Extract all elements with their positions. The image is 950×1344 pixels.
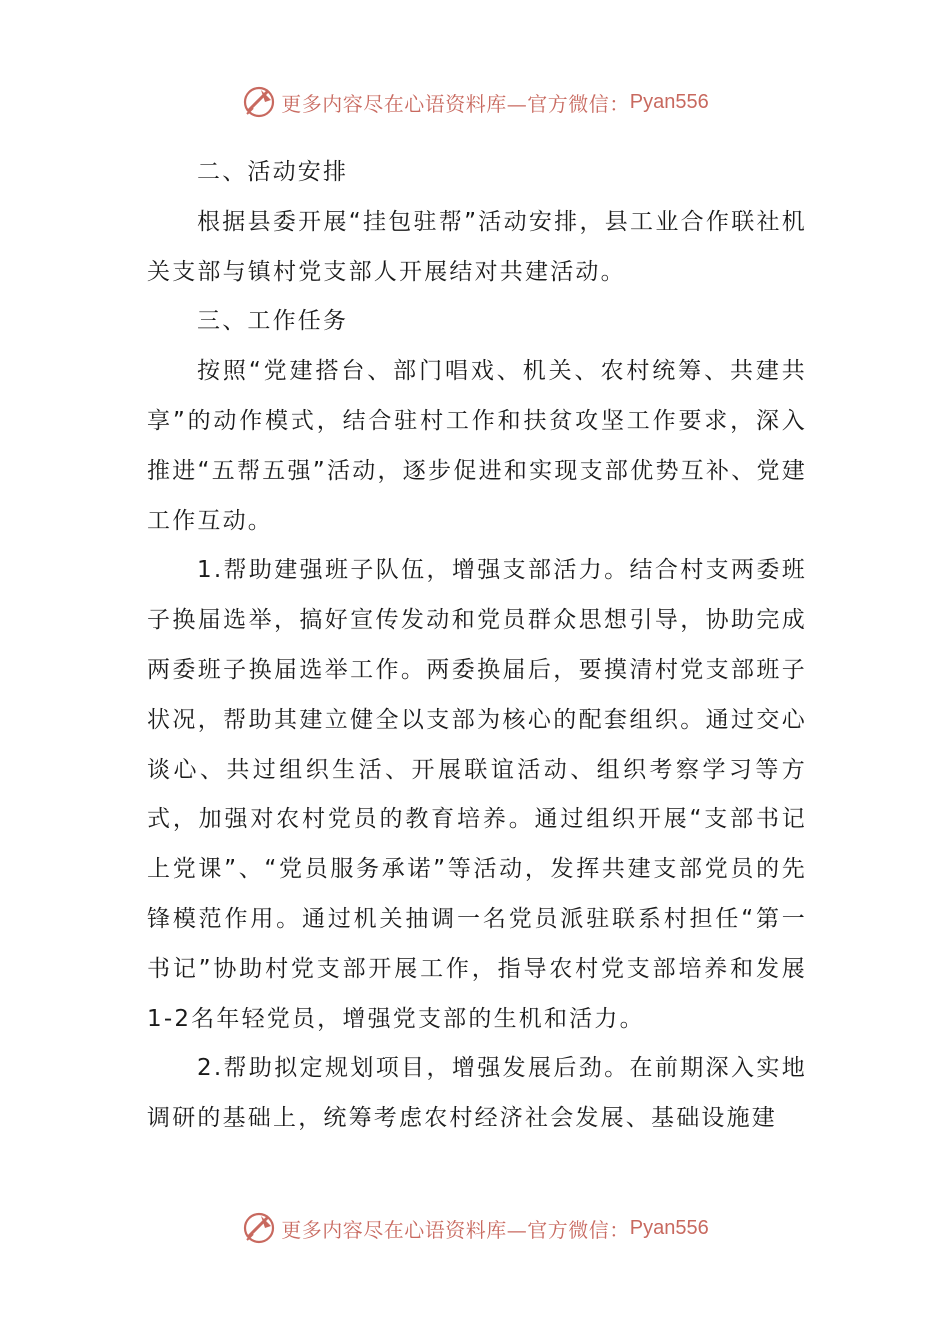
paragraph: 按照“党建搭台、部门唱戏、机关、农村统筹、共建共享”的动作模式，结合驻村工作和扶贫攻坚工作要求，深入推进“五帮五强”活动，逐步促进和实现支部优势互补、党建工作互动。 <box>147 358 807 534</box>
watermark-banner-bottom <box>0 1206 950 1250</box>
document-body <box>147 148 807 1144</box>
paragraph: 2.帮助拟定规划项目，增强发展后劲。在前期深入实地调研的基础上，统筹考虑农村经济社会发展、基础设施建 <box>147 1055 807 1132</box>
section-heading-activity: 二、活动安排 <box>197 159 349 185</box>
paragraph: 1.帮助建强班子队伍，增强支部活力。结合村支两委班子换届选举，搞好宣传发动和党员群众思想引导，协助完成两委班子换届选举工作。两委换届后，要摸清村党支部班子状况，帮助其建立健全以支部为核心的配套组织。通过交心谈心、共过组织生活、开展联谊活动、组织考察学习等方式，加强对农村党员的教育培养。通过组织开展“支部书记上党课”、“党员服务承诺”等活动，发挥共建支部党员的先锋模范作用。通过机关抽调一名党员派驻联系村担任“第一书记”协助村党支部开展工作，指导农村党支部培养和发展1-2名年轻党员，增强党支部的生机和活力。 <box>147 557 807 1032</box>
watermark-wechat-id: Pyan556 <box>629 90 709 113</box>
section-heading-tasks: 三、工作任务 <box>197 308 349 335</box>
pen-logo-icon <box>241 84 277 120</box>
watermark-wechat-id: Pyan556 <box>629 1216 709 1239</box>
pen-logo-icon <box>241 1210 277 1246</box>
watermark-text: 更多内容尽在心语资料库—官方微信： <box>281 1217 630 1242</box>
watermark-text: 更多内容尽在心语资料库—官方微信： <box>281 91 630 116</box>
paragraph: 根据县委开展“挂包驻帮”活动安排，县工业合作联社机关支部与镇村党支部人开展结对共建活动。 <box>147 208 807 285</box>
watermark-banner-top <box>0 80 950 124</box>
